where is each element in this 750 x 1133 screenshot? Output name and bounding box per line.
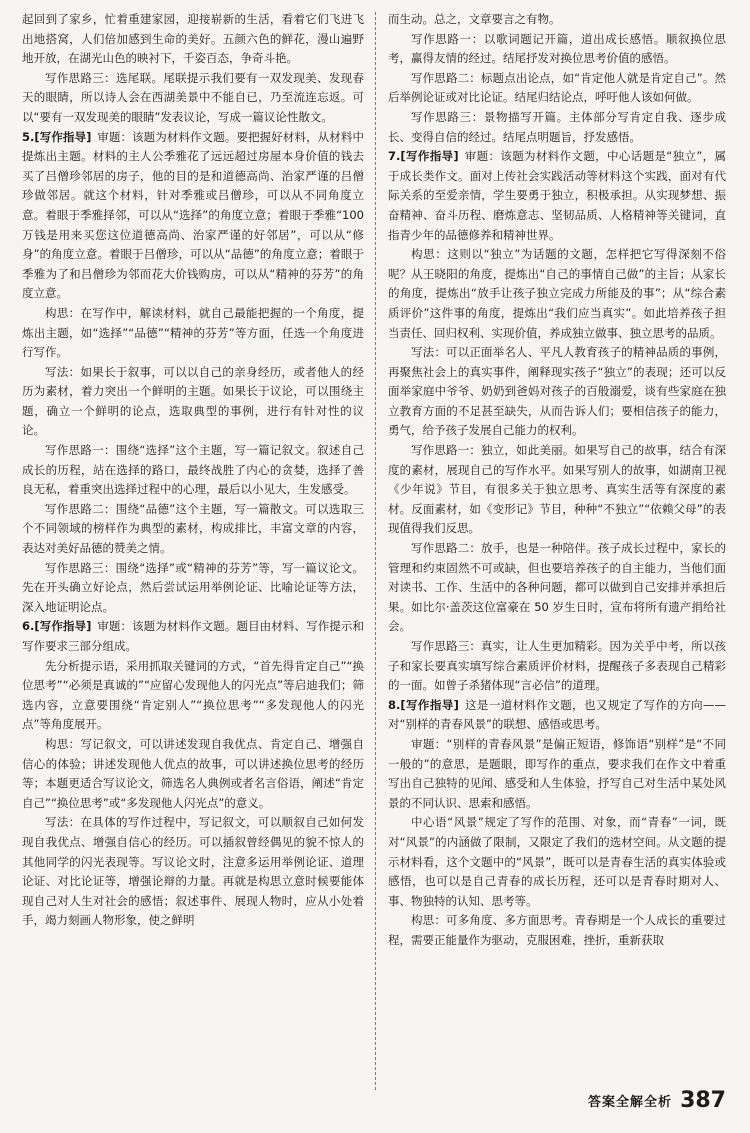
paragraph: 构思：这则以“独立”为话题的文题，怎样把它写得深刻不俗呢？从王晓阳的角度，提炼出“自己的事情自己做”的主旨；从家长的角度，提炼出“放手让孩子独立完成力所能及的事”；从“综合素质评价”这件事的角度，提炼出“我们应当真实”。如此培养孩子担当责任、回归权利、实现价值，养成独立做事、独立思考的品质。 [388,247,726,340]
paragraph: 写作思路三：真实，让人生更加精彩。因为关乎中考，所以孩子和家长要真实填写综合素质评价材料，提醒孩子多表现自己精彩的一面。如曾子杀猪体现“言必信”的道理。 [388,639,726,693]
paragraph: 写作思路二：标题点出论点，如“肯定他人就是肯定自己”。然后举例论证或对比论证。结尾归结论点，呼吁他人该如何做。 [388,70,726,105]
paragraph: 中心语“风景”规定了写作的范围、对象，而“青春”一词，既对“风景”的内涵做了限制，又限定了我们的选材空间。从文题的提示材料看，这个文题中的“风景”，既可以是青春生活的真实体验或感悟，也可以是自己青春的成长历程，还可以是青春时期对人、事、物独特的认知、思考等。 [388,815,726,908]
paragraph: 构思：在写作中，解读材料，就自己最能把握的一个角度，提炼出主题，如“选择”“品德”“精神的芬芳”等方面，任选一个角度进行写作。 [22,305,364,360]
writing-guide-tag: [写作指导] [34,129,92,144]
item-number: 5. [22,129,35,144]
right-column [388,10,726,951]
paragraph: 审题：“别样的青春风景”是偏正短语，修饰语“别样”是“不同一般的”的意思，是题眼，即写作的重点，要求我们在作文中着重写出自己独特的见闻、感受和人生体验，抒写自己对生活中某处风景的不同认识、思索和感悟。 [388,736,726,810]
paragraph: 写作思路三：选尾联。尾联提示我们要有一双发现美、发现春天的眼睛，所以诗人会在西湖美景中不能自已，乃至流连忘返。可以“要有一双发现美的眼睛”发表议论，写成一篇议论性散文。 [22,70,364,124]
item-text: 审题：该题为材料作文题。题目由材料、写作提示和写作要求三部分组成。 [22,619,365,653]
paragraph: 写法：在具体的写作过程中，写记叙文，可以顺叙自己如何发现自我优点、增强自信心的经历。可以插叙曾经偶见的貌不惊人的其他同学的闪光表现等。写议论文时，注意多运用举例论证、道理论证、对比论证等，增强论辩的力量。再就是构思立意时候要能体现自己对人生对社会的感悟；叙述事件、展现人物时，应从小处着手，竭力刻画人物形象，使之鲜明 [22,815,364,928]
paragraph: 构思：写记叙文，可以讲述发现自我优点、肯定自己、增强自信心的体验；讲述发现他人优点的故事，可以讲述换位思考的经历等；本题更适合写议论文，筛选名人典例或者名言俗语，阐述“肯定自己”“换位思考”或“多发现他人闪光点”的意义。 [22,736,364,810]
paragraph: 写法：如果长于叙事，可以以自己的亲身经历，或者他人的经历为素材，着力突出一个鲜明的主题。如果长于议论，可以围绕主题，确立一个鲜明的论点，选取典型的事例，进行有针对性的议论。 [22,364,364,438]
answer-item-8 [388,696,726,735]
paragraph: 构思：可多角度、多方面思考。青春期是一个人成长的重要过程，需要正能量作为驱动，克服困难，挫折，重新获取 [388,913,726,947]
item-number: 8. [388,697,401,712]
paragraph: 写作思路一：以歌词题记开篇，道出成长感悟。顺叙换位思考，赢得友情的经过。结尾抒发对换位思考价值的感悟。 [388,31,726,66]
left-column [22,10,364,931]
paragraph: 起回到了家乡，忙着重建家园，迎接崭新的生活，看着它们飞进飞出地搭窝，人们倍加感到生命的美好。五颜六色的鲜花，漫山遍野地开放，在湖光山色的映衬下，千姿百态，争奇斗艳。 [22,12,364,66]
item-number: 6. [22,619,35,634]
paragraph: 写作思路三：围绕“选择”或“精神的芬芳”等，写一篇议论文。先在开头确立好论点，然后尝试运用举例论证、比喻论证等方法，深入地证明论点。 [22,560,364,614]
paragraph: 先分析提示语，采用抓取关键词的方式，“首先得肯定自己”“换位思考”“必须是真诚的”“应留心发现他人的闪光点”等启迪我们；筛选内容，立意要围绕“肯定别人”“换位思考”“多发现他人的闪光点”等角度展开。 [22,658,364,732]
answer-item-7 [388,147,726,245]
writing-guide-tag: [写作指导] [400,697,459,712]
item-number: 7. [388,149,401,164]
paragraph: 写作思路一：独立，如此美丽。如果写自己的故事，结合有深度的素材，展现自己的写作水平。如果写别人的故事，如湖南卫视《少年说》节目，有很多关于独立思考、真实生活等有深度的素材。反面素材，如《变形记》节目，种种“不独立”“依赖父母”的表现值得我们反思。 [388,443,726,536]
footer-label: 答案全解全析 [588,1095,673,1110]
column-divider [375,12,376,1090]
paragraph: 写作思路三：景物描写开篇。主体部分写肯定自我、逐步成长、变得自信的经过。结尾点明题旨，抒发感悟。 [388,109,726,144]
item-text: 这是一道材料作文题，也又规定了写作的方向——对“别样的青春风景”的联想、感悟或思考。 [388,697,727,732]
paragraph: 写作思路二：围绕“品德”这个主题，写一篇散文。可以选取三个不同领域的榜样作为典型的素材，构成排比，丰富文章的内容，表达对美好品德的赞美之情。 [22,501,364,556]
writing-guide-tag: [写作指导] [34,619,92,634]
paragraph: 写作思路二：放手，也是一种陪伴。孩子成长过程中，家长的管理和约束固然不可或缺，但也要培养孩子的自主能力，当他们面对读书、工作、生活中的各种问题，都可以做到自己安排并承担后果。如比尔·盖茨这位富豪在 50 岁生日时，宣布将所有遗产捐给社会。 [388,541,726,634]
page-footer [588,1080,726,1114]
page-number: 387 [680,1088,726,1113]
answer-item-5 [22,128,364,304]
writing-guide-tag: [写作指导] [400,149,459,164]
paragraph: 而生动。总之，文章要言之有物。 [388,12,561,26]
item-text: 审题：该题为材料作文题。要把握好材料，从材料中提炼出主题。材料的主人公季雅花了远远超过房屋本身价值的钱去买了吕僧珍邻居的房子，他的目的是和道德高尚、治家严谨的吕僧珍做邻居。就这个材料，针对季雅或吕僧珍，可以从不同角度立意。着眼于季雅择邻，可以从“选择”的角度立意；着眼于季雅“100 万钱是用来买您这位道德高尚、治家严谨的好邻居”，可以从“修身”的角度立意。着眼于吕僧珍，可以从“品德”的角度立意；着眼于季雅为了和吕僧珍为邻而花大价钱购房，可以从“精神的芬芳”的角度立意。 [22,129,365,301]
answer-item-6 [22,617,364,656]
paragraph: 写作思路一：围绕“选择”这个主题，写一篇记叙文。叙述自己成长的历程，站在选择的路口，最终战胜了内心的贪婪，选择了善良无私，着重突出选择过程中的心理，最后以小见大，生发感受。 [22,443,364,497]
item-text: 审题：该题为材料作文题，中心话题是“独立”，属于成长类作文。面对上传社会实践活动等材料这个实践，面对有代际关系的至爱亲情，学生要勇于独立，积极承担。从实现梦想、振奋精神、奋斗历程、磨炼意志、坚韧品质、人格精神等关键词，直指青少年的品德修养和精神世界。 [388,149,726,242]
paragraph: 写法：可以正面举名人、平凡人教育孩子的精神品质的事例，再聚焦社会上的真实事件，阐释现实孩子“独立”的表现；还可以反面举家庭中爷爷、奶奶到爸妈对孩子的百般溺爱，谈有些家庭在独立教育方面的不足甚至缺失，从而告诉人们；要相信孩子的能力，勇气，给予孩子发展自己能力的权利。 [388,345,726,438]
